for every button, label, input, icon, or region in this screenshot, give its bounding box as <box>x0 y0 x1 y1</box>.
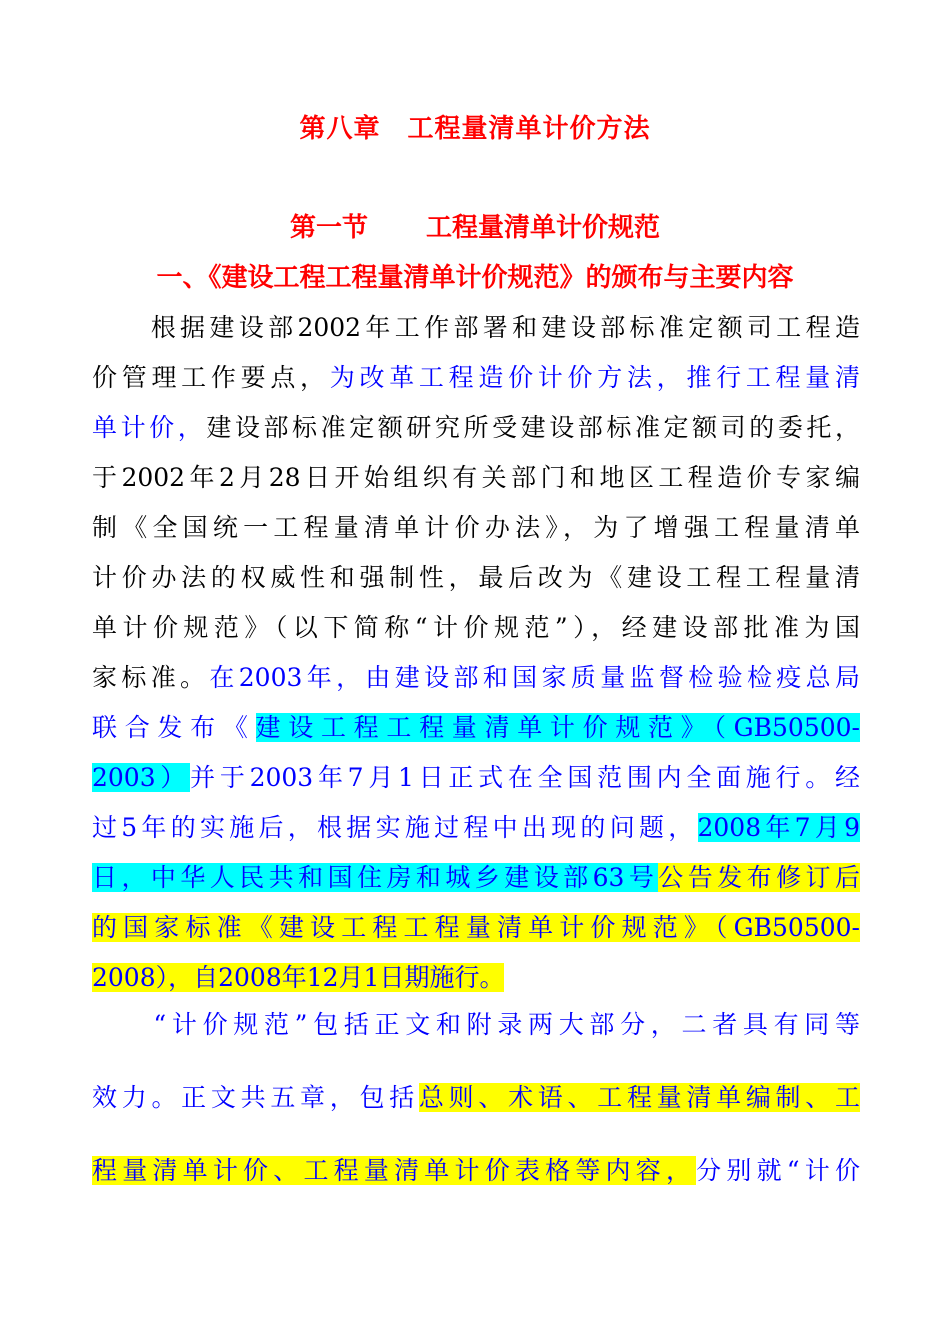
paragraph-line: 根据建设部2002年工作部署和建设部标准定额司工程造 <box>92 313 860 342</box>
paragraph-line: 程量清单计价、工程量清单计价表格等内容，分别就“计价 <box>92 1156 860 1185</box>
section-title <box>0 207 950 244</box>
emphasis-text: 单计价， <box>92 413 207 442</box>
emphasis-text: 在2003年，由建设部和国家质量监督检验检疫总局 <box>209 663 860 692</box>
paragraph-line: 于2002年2月28日开始组织有关部门和地区工程造价专家编 <box>92 463 860 492</box>
paragraph-line: 过5年的实施后，根据实施过程中出现的问题，2008年7月9 <box>92 813 860 842</box>
paragraph-line <box>92 903 860 953</box>
cyan-highlight: 建设工程工程量清单计价规范》（GB50500- <box>255 713 860 742</box>
paragraph-line: 价管理工作要点，为改革工程造价计价方法，推行工程量清 <box>92 363 860 392</box>
paragraph-line: 单计价规范》（以下简称“计价规范”），经建设部批准为国 <box>92 613 860 642</box>
body-paragraph-1 <box>92 303 860 1003</box>
section-name: 工程量清单计价规范 <box>426 213 661 243</box>
paragraph-line: 制《全国统一工程量清单计价办法》，为了增强工程量清单 <box>92 513 860 542</box>
body-paragraph-2 <box>92 1000 860 1219</box>
cyan-highlight: 2008年7月9 <box>697 813 860 842</box>
yellow-highlight: 程量清单计价、工程量清单计价表格等内容， <box>92 1156 697 1185</box>
yellow-highlight: 总则、术语、工程量清单编制、工 <box>418 1083 860 1112</box>
subsection-title: 一、《建设工程工程量清单计价规范》的颁布与主要内容 <box>156 263 794 293</box>
paragraph-line: 家标准。在2003年，由建设部和国家质量监督检验检疫总局 <box>92 663 860 692</box>
yellow-highlight: 2008），自2008年12月1日期施行。 <box>92 963 505 992</box>
paragraph-line: “计价规范”包括正文和附录两大部分，二者具有同等 <box>92 1010 860 1039</box>
section-number: 第一节 <box>289 213 368 243</box>
emphasis-text: 为改革工程造价计价方法，推行工程量清 <box>329 363 860 392</box>
yellow-highlight: 的国家标准《建设工程工程量清单计价规范》（GB50500- <box>92 913 860 942</box>
paragraph-line: 单计价，建设部标准定额研究所受建设部标准定额司的委托， <box>92 413 860 442</box>
paragraph-line <box>92 853 860 903</box>
yellow-highlight: 公告发布修订后 <box>658 863 860 892</box>
cyan-highlight: 日，中华人民共和国住房和城乡建设部63号 <box>92 863 659 892</box>
paragraph-line <box>92 953 860 1003</box>
paragraph-line: 效力。正文共五章，包括总则、术语、工程量清单编制、工 <box>92 1083 860 1112</box>
chapter-title: 第八章 工程量清单计价方法 <box>299 114 651 144</box>
paragraph-line: 2003）并于2003年7月1日正式在全国范围内全面施行。经 <box>92 763 860 792</box>
cyan-highlight: 2003） <box>92 763 191 792</box>
paragraph-line: 联合发布《建设工程工程量清单计价规范》（GB50500- <box>92 713 860 742</box>
paragraph-line: 计价办法的权威性和强制性，最后改为《建设工程工程量清 <box>92 563 860 592</box>
